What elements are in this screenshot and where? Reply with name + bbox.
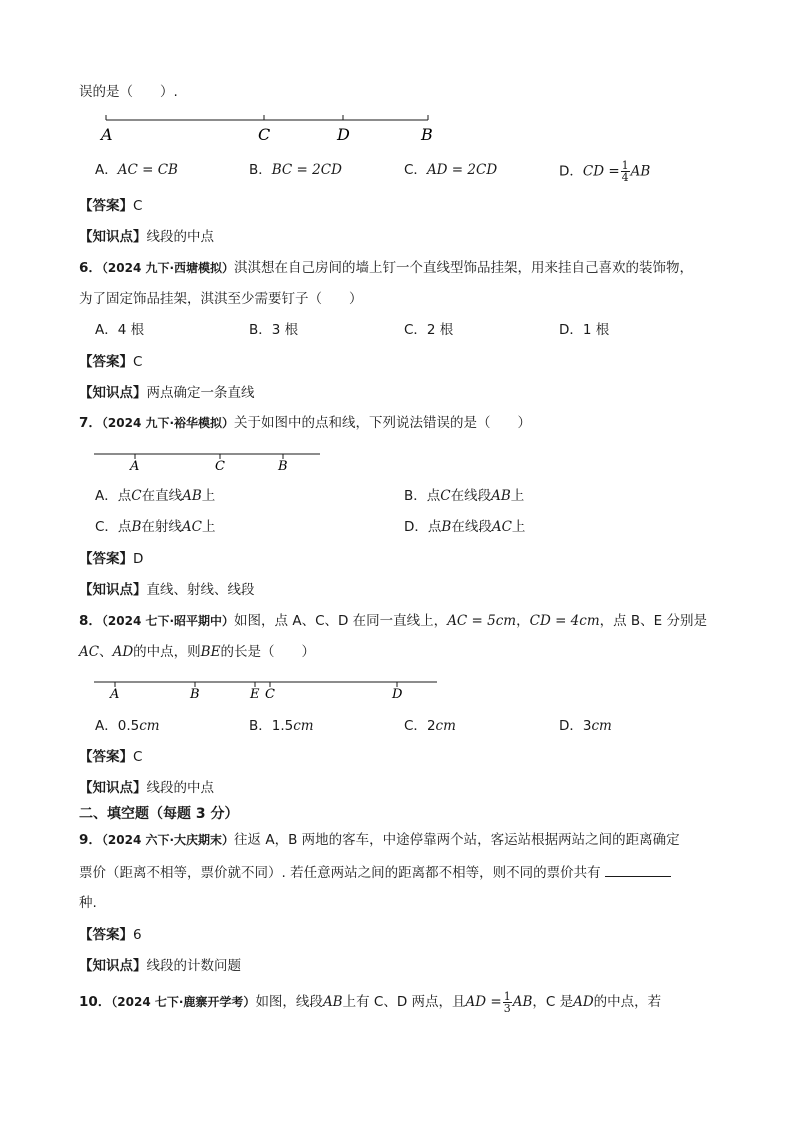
q5-option-a: A．AC = CB [95,162,178,178]
q8-option-a: A．0.5cm [95,718,160,734]
q7-label-a: A [130,459,140,474]
q9-stem-line1: 9．（2024 六下·大庆期末）往返 A，B 两地的客车，中途停靠两个站，客运站根据两站之间的距离确定 [79,832,680,848]
q7-stem: 7．（2024 九下·裕华模拟）关于如图中的点和线，下列说法错误的是（ ） [79,415,532,431]
q6-option-a: A．4 根 [95,322,145,338]
q8-option-b: B．1.5cm [249,718,314,734]
q8-option-d: D．3cm [559,718,612,734]
q9-knowledge-point: 【知识点】线段的计数问题 [79,958,241,974]
q8-answer: 【答案】C [79,749,143,765]
q7-option-c: C．点B在射线AC上 [95,519,216,535]
q7-label-c: C [215,459,225,474]
q9-answer-blank[interactable] [605,862,671,877]
q10-stem: 10．（2024 七下·鹿寨开学考）如图，线段AB上有 C、D 两点，且AD = $\frac{1}{3}$ AB，C 是AD的中点，若 [79,989,662,1015]
q5-option-d: D．CD = $\frac{1}{4}$ AB [559,159,651,184]
q7-option-b: B．点C在线段AB上 [404,488,525,504]
q5-option-b: B．BC = 2CD [249,162,342,178]
q7-option-d: D．点B在线段AC上 [404,519,526,535]
q7-answer: 【答案】D [79,551,144,567]
q8-figure [92,676,442,706]
q9-stem-line2: 票价（距离不相等，票价就不同）. 若任意两站之间的距离都不相等，则不同的票价共有 [79,862,671,883]
q6-knowledge-point: 【知识点】两点确定一条直线 [79,385,255,401]
q6-stem-line1: 6．（2024 九下·西塘模拟）淇淇想在自己房间的墙上钉一个直线型饰品挂架，用来挂自己喜欢的装饰物， [79,260,694,276]
q6-option-c: C．2 根 [404,322,454,338]
q7-knowledge-point: 【知识点】直线、射线、线段 [79,582,255,598]
q6-option-d: D．1 根 [559,322,610,338]
q5-label-c: C [258,125,271,144]
q6-option-b: B．3 根 [249,322,299,338]
q8-knowledge-point: 【知识点】线段的中点 [79,780,214,796]
q7-option-a: A．点C在直线AB上 [95,488,216,504]
q6-answer: 【答案】C [79,354,143,370]
q5-label-a: A [101,125,113,144]
q8-stem-line2: AC、AD的中点，则BE的长是（ ） [79,644,315,660]
q6-stem-line2: 为了固定饰品挂架，淇淇至少需要钉子（ ） [79,291,363,307]
q5-stem-tail: 误的是（ ）. [79,84,178,100]
q8-label-d: D [392,687,403,702]
q5-figure [96,110,446,150]
q8-stem-line1: 8．（2024 七下·昭平期中）如图，点 A、C、D 在同一直线上，AC = 5cm，CD = 4cm，点 B、E 分别是 [79,613,707,629]
q7-label-b: B [278,459,288,474]
q8-label-e: E [250,687,260,702]
q5-answer: 【答案】C [79,198,143,214]
q8-label-c: C [265,687,275,702]
q10-fraction: $\frac{1}{3}$ [503,989,511,1015]
q5-knowledge-point: 【知识点】线段的中点 [79,229,214,245]
q8-option-c: C．2cm [404,718,456,734]
section-title: 二、填空题（每题 3 分） [79,806,239,822]
q9-answer: 【答案】6 [79,927,142,943]
q5-fraction: $\frac{1}{4}$ [621,159,629,184]
q7-figure [92,446,324,476]
q9-stem-line3: 种. [79,895,97,911]
q5-label-d: D [337,125,350,144]
q5-label-b: B [421,125,433,144]
q8-label-b: B [190,687,200,702]
q8-label-a: A [110,687,120,702]
q5-option-c: C．AD = 2CD [404,162,498,178]
